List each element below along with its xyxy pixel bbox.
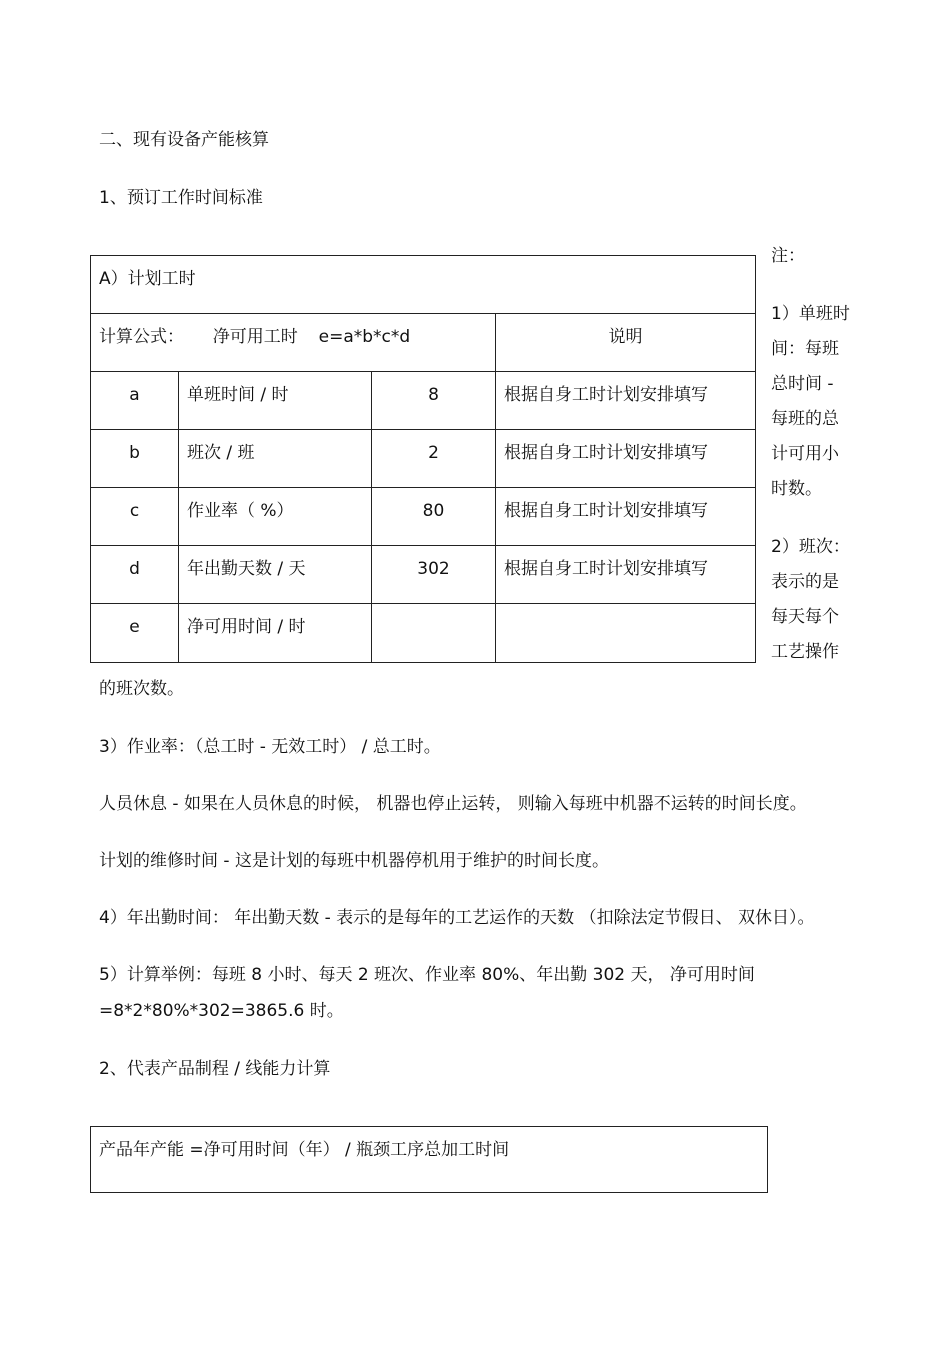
cell-text [372,604,495,617]
note-4: 4）年出勤时间： 年出勤天数 - 表示的是每年的工艺运作的天数 （扣除法定节假日、 双休日）。 [99,908,815,928]
formula-expression: e=a*b*c*d [318,327,411,347]
cell-text: 2 [428,443,439,463]
cell-text: 作业率（ %） [187,501,294,521]
cell-text: A）计划工时 [99,269,196,289]
note-1-line: 间：每班 [771,339,839,359]
row-item [179,488,372,546]
cell-text: 班次 / 班 [187,443,255,463]
planned-hours-table [90,255,756,663]
row-item [179,604,372,663]
row-code [91,546,179,604]
note-2-line: 工艺操作 [771,642,839,662]
table-row [91,430,756,488]
row-note [496,430,756,488]
cell-text: c [129,501,140,521]
note-maintenance: 计划的维修时间 - 这是计划的每班中机器停机用于维护的时间长度。 [99,851,609,871]
cell-text: 根据自身工时计划安排填写 [504,501,708,521]
note-2-line: 表示的是 [771,572,839,592]
cell-text: 根据自身工时计划安排填写 [504,559,708,579]
subsection-title-2: 2、代表产品制程 / 线能力计算 [99,1059,331,1079]
cell-text: e [129,617,140,637]
cell-text: 302 [417,559,450,579]
row-value [372,488,496,546]
row-value [372,546,496,604]
row-item [179,372,372,430]
row-code [91,372,179,430]
note-1-line: 计可用小 [771,444,839,464]
table-row [91,546,756,604]
cell-text [91,314,495,347]
note-1-line: 1）单班时 [771,304,850,324]
cell-text: 根据自身工时计划安排填写 [504,443,708,463]
cell-text: d [129,559,140,579]
cell-text: b [129,443,140,463]
row-note [496,372,756,430]
note-3: 3）作业率：（总工时 - 无效工时） / 总工时。 [99,737,441,757]
note-2-line: 2）班次： [771,537,850,557]
cell-text: 净可用时间 / 时 [187,617,306,637]
note-1-line: 总时间 - [771,374,834,394]
table-header [91,256,756,314]
cell-text: a [129,385,140,405]
note-1-line: 每班的总 [771,409,839,429]
formula-label: 计算公式： [99,327,184,347]
note-rest: 人员休息 - 如果在人员休息的时候， 机器也停止运转， 则输入每班中机器不运转的时间长度。 [99,794,807,814]
cell-text: 年出勤天数 / 天 [187,559,306,579]
subsection-title-1: 1、预订工作时间标准 [99,188,263,208]
row-code [91,604,179,663]
capacity-formula-box [90,1126,768,1193]
row-value [372,372,496,430]
note-1-line: 时数。 [771,479,822,499]
cell-text [496,604,755,617]
formula-text: 净可用工时 [212,327,298,347]
notes-heading: 注： [771,246,805,266]
table-row [91,372,756,430]
cell-text: 单班时间 / 时 [187,385,289,405]
note-2-tail: 的班次数。 [99,679,184,699]
row-note [496,488,756,546]
note-2-line: 每天每个 [771,607,839,627]
cell-text: 说明 [608,327,643,347]
section-title: 二、现有设备产能核算 [99,130,269,150]
row-note [496,546,756,604]
cell-text: 80 [422,501,445,521]
row-code [91,488,179,546]
capacity-formula: 产品年产能 =净可用时间（年） / 瓶颈工序总加工时间 [99,1140,510,1160]
cell-text: 8 [428,385,439,405]
row-item [179,546,372,604]
formula-cell [91,314,496,372]
row-item [179,430,372,488]
cell-text: 根据自身工时计划安排填写 [504,385,708,405]
note-5-line-2: =8*2*80%*302=3865.6 时。 [99,1001,344,1021]
row-value [372,430,496,488]
description-header [496,314,756,372]
note-5-line-1: 5）计算举例：每班 8 小时、每天 2 班次、作业率 80%、年出勤 302 天， 净可用时间 [99,965,755,985]
row-code [91,430,179,488]
row-value [372,604,496,663]
table-row [91,488,756,546]
row-note [496,604,756,663]
table-row [91,604,756,663]
